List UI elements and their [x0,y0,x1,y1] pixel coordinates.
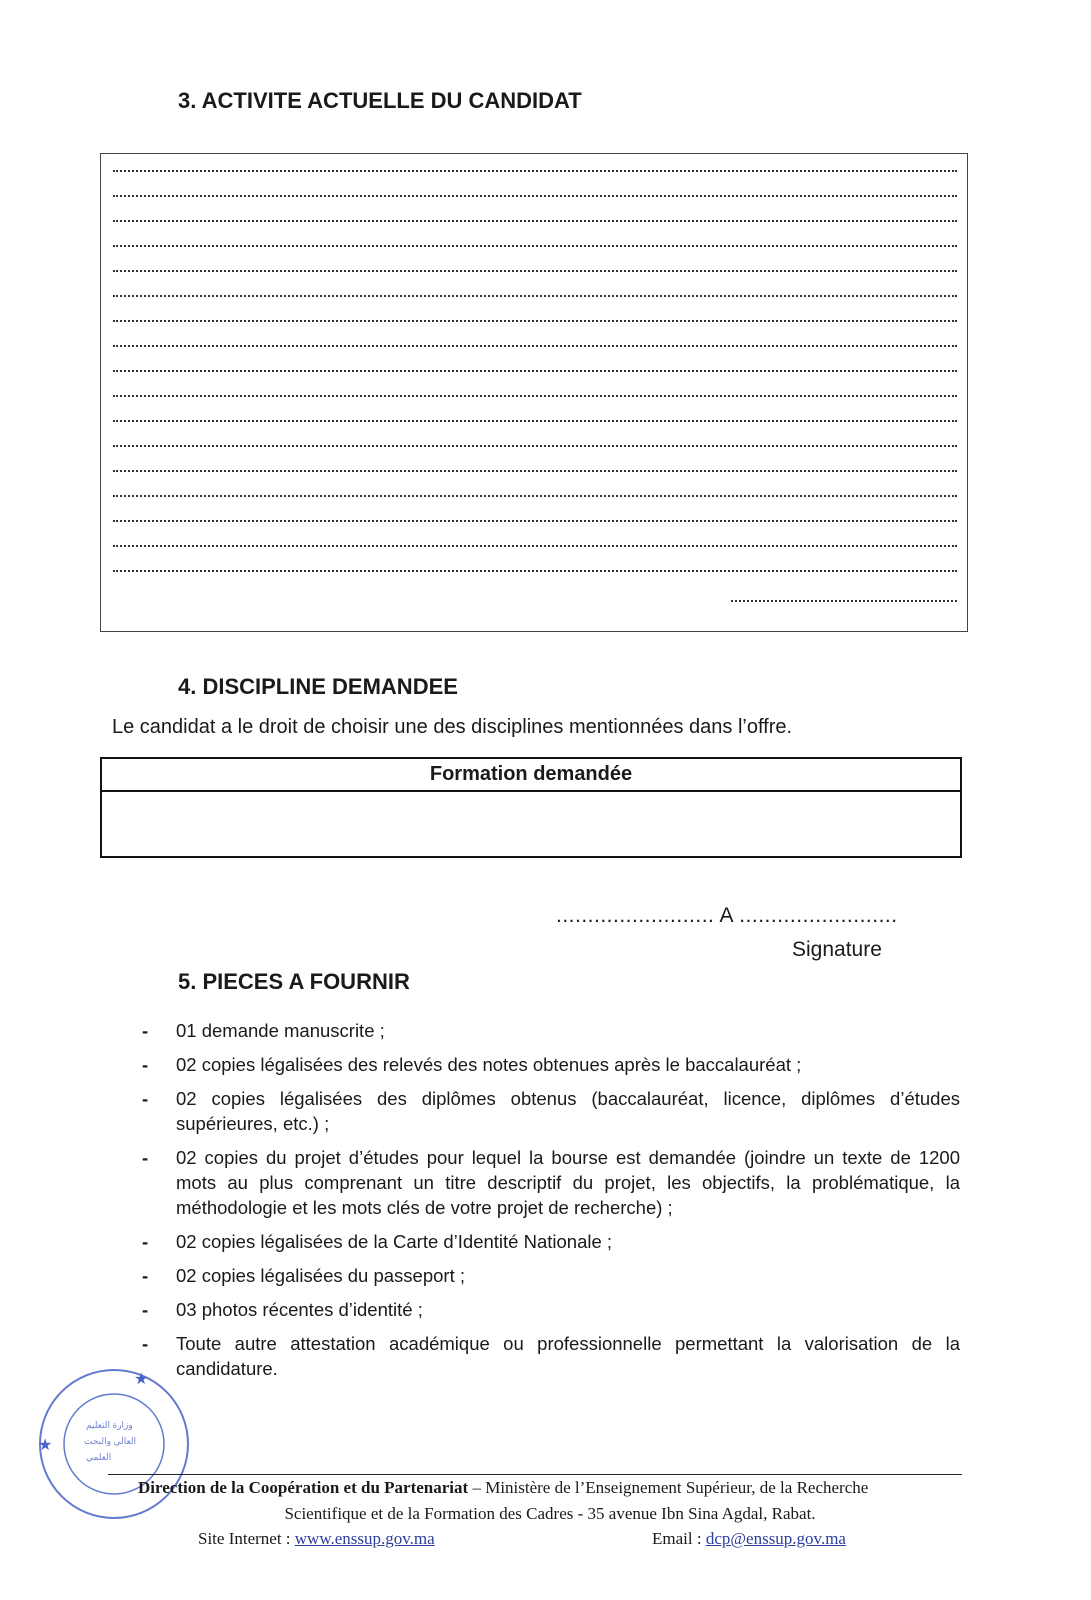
dotted-line [113,495,957,497]
place-date-line[interactable]: ......................... A ......................... [556,904,898,927]
bullet-dash: - [142,1147,149,1168]
dotted-line [113,320,957,322]
svg-text:وزارة التعليم: وزارة التعليم [86,1420,133,1430]
dotted-line [113,570,957,572]
formation-table-header: Formation demandée [102,759,960,792]
official-stamp [36,1362,196,1522]
stamp-star-icon: ★ [134,1371,149,1388]
dotted-line [113,345,957,347]
site-label: Site Internet : [198,1529,295,1548]
item-text: 01 demande manuscrite ; [176,1020,385,1041]
dotted-line [113,270,957,272]
bullet-dash: - [142,1054,149,1075]
list-item [142,1297,960,1322]
footer-address: Scientifique et de la Formation des Cadres - 35 avenue Ibn Sina Agdal, Rabat. [284,1504,816,1523]
footer-ministry: – Ministère de l’Enseignement Supérieur, de la Recherche [468,1478,869,1497]
footer-email [652,1529,846,1549]
list-item [142,1086,960,1136]
item-text: 02 copies légalisées des diplômes obtenus (baccalauréat, licence, diplômes d’études supérieures, etc.) ; [176,1088,960,1134]
email-label: Email : [652,1529,706,1548]
list-item [142,1229,960,1254]
item-text: 02 copies du projet d’études pour lequel la bourse est demandée (joindre un texte de 1200 mots au plus comprenant un titre descriptif du projet, les objectifs, la problématique, la méthodologie et les mots clés de votre projet de recherche) ; [176,1147,960,1218]
section-5-title: 5. PIECES A FOURNIR [178,969,410,994]
dotted-line [113,220,957,222]
discipline-intro: Le candidat a le droit de choisir une des disciplines mentionnées dans l’offre. [112,716,793,738]
footer-divider [108,1474,962,1475]
bullet-dash: - [142,1088,149,1109]
dotted-line [113,370,957,372]
formation-input-cell[interactable] [102,792,960,858]
svg-text:العلمي: العلمي [86,1452,112,1462]
current-activity-box[interactable] [100,153,968,632]
bullet-dash: - [142,1299,149,1320]
documents-list [142,1018,960,1390]
dotted-line [113,545,957,547]
item-text: 02 copies légalisées des relevés des notes obtenues après le baccalauréat ; [176,1054,802,1075]
section-4-title: 4. DISCIPLINE DEMANDEE [178,674,458,699]
item-text: 03 photos récentes d’identité ; [176,1299,423,1320]
list-item [142,1052,960,1077]
signature-label: Signature [792,938,882,961]
bullet-dash: - [142,1231,149,1252]
svg-text:العالي والبحث: العالي والبحث [84,1436,137,1446]
dotted-line [113,445,957,447]
dotted-line [731,600,957,602]
section-3-title: 3. ACTIVITE ACTUELLE DU CANDIDAT [178,88,582,113]
email-link[interactable]: dcp@enssup.gov.ma [705,1529,846,1548]
bullet-dash: - [142,1265,149,1286]
dotted-line [113,395,957,397]
list-item [142,1145,960,1220]
bullet-dash: - [142,1333,149,1354]
list-item [142,1263,960,1288]
dotted-line [113,195,957,197]
dotted-line [113,245,957,247]
dotted-line [113,420,957,422]
item-text: 02 copies légalisées du passeport ; [176,1265,465,1286]
item-text: 02 copies légalisées de la Carte d’Identité Nationale ; [176,1231,613,1252]
dotted-line [113,295,957,297]
formation-table [100,757,962,858]
list-item [142,1018,960,1043]
footer-line-1 [138,1478,938,1498]
dotted-line [113,470,957,472]
dotted-line [113,520,957,522]
site-link[interactable]: www.enssup.gov.ma [294,1529,435,1548]
footer-site [198,1529,435,1549]
footer-org: Direction de la Coopération et du Partenariat [138,1478,469,1497]
item-text: Toute autre attestation académique ou professionnelle permettant la valorisation de la candidature. [176,1333,960,1379]
dotted-line [113,170,957,172]
list-item [142,1331,960,1381]
svg-text:★: ★ [38,1437,53,1454]
bullet-dash: - [142,1020,149,1041]
